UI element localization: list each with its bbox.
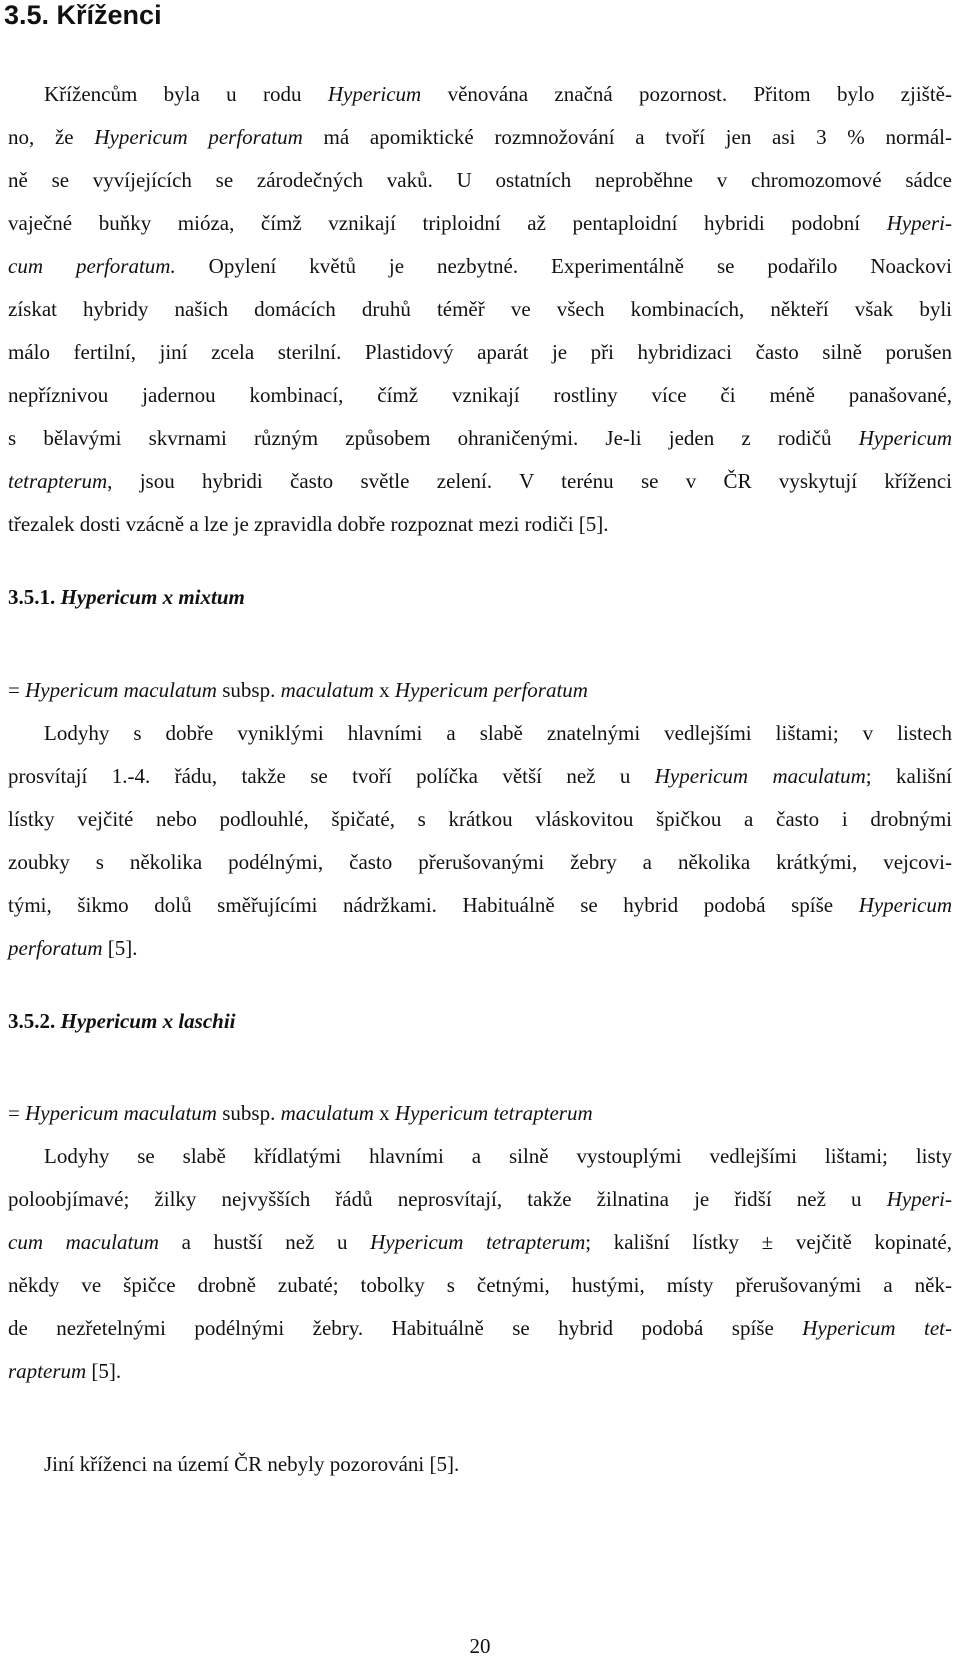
italic-term: Hypericum (858, 426, 952, 450)
mixtum-line: perforatum [5]. (8, 936, 138, 960)
laschii-line: = Hypericum maculatum subsp. maculatum x Hypericum tetrapterum (8, 1101, 593, 1125)
intro-line: tetrapterum, jsou hybridi často světle zelení. V terénu se v ČR vyskytují kříženci (8, 469, 952, 493)
intro-line: nepříznivou jadernou kombinací, čímž vznikají rostliny více či méně panašované, (8, 383, 952, 407)
subsection-title: Hypericum x mixtum (60, 585, 245, 609)
laschii-line: de nezřetelnými podélnými žebry. Habituálně se hybrid podobá spíše Hypericum tet- (8, 1316, 952, 1340)
italic-term: Hypericum perforatum (394, 678, 588, 702)
subsection-heading-mixtum (8, 581, 245, 613)
page-number: 20 (469, 1634, 491, 1658)
subsection-number: 3.5.1. (8, 585, 61, 609)
italic-term: Hypericum tetrapterum (394, 1101, 593, 1125)
mixtum-line: = Hypericum maculatum subsp. maculatum x Hypericum perforatum (8, 678, 588, 702)
section-heading: 3.5. Kříženci (4, 0, 162, 30)
laschii-line: poloobjímavé; žilky nejvyšších řádů neprosvítají, takže žilnatina je řidší než u Hyperi- (8, 1187, 952, 1211)
intro-line: získat hybridy našich domácích druhů téměř ve všech kombinacích, někteří však byli (8, 297, 952, 321)
intro-line: Křížencům byla u rodu Hypericum věnována značná pozornost. Přitom bylo zjiště- (44, 82, 952, 106)
intro-line: málo fertilní, jiní zcela sterilní. Plastidový aparát je při hybridizaci často silně porušen (8, 340, 952, 364)
italic-term: maculatum (280, 1101, 374, 1125)
italic-term: Hypericum maculatum (654, 764, 866, 788)
italic-term: rapterum (8, 1359, 87, 1383)
mixtum-line: lístky vejčité nebo podlouhlé, špičaté, s krátkou vláskovitou špičkou a často i drobnými (8, 807, 952, 831)
italic-term: tetrapterum (8, 469, 108, 493)
mixtum-line: Lodyhy s dobře vyniklými hlavními a slabě znatelnými vedlejšími lištami; v listech (44, 721, 952, 745)
italic-term: cum perforatum. (8, 254, 176, 278)
intro-line: cum perforatum. Opylení květů je nezbytné. Experimentálně se podařilo Noackovi (8, 254, 952, 278)
intro-line: vaječné buňky mióza, čímž vznikají triploidní až pentaploidní hybridi podobní Hyperi- (8, 211, 952, 235)
italic-term: perforatum (8, 936, 103, 960)
italic-term: Hypericum tet- (802, 1316, 952, 1340)
mixtum-line: prosvítají 1.-4. řádu, takže se tvoří políčka větší než u Hypericum maculatum; kališní (8, 764, 952, 788)
subsection-number: 3.5.2. (8, 1009, 61, 1033)
intro-line: ně se vyvíjejících se zárodečných vaků. U ostatních neproběhne v chromozomové sádce (8, 168, 952, 192)
italic-term: Hypericum maculatum (25, 678, 217, 702)
italic-term: cum maculatum (8, 1230, 159, 1254)
italic-term: Hypericum perforatum (94, 125, 303, 149)
italic-term: Hyperi- (886, 211, 952, 235)
italic-term: maculatum (280, 678, 374, 702)
italic-term: Hypericum tetrapterum (370, 1230, 586, 1254)
mixtum-line: zoubky s několika podélnými, často přerušovanými žebry a několika krátkými, vejcovi- (8, 850, 952, 874)
closing-sentence: Jiní kříženci na území ČR nebyly pozorováni [5]. (44, 1452, 460, 1476)
intro-line: s bělavými skvrnami různým způsobem ohraničenými. Je-li jeden z rodičů Hypericum (8, 426, 952, 450)
laschii-line: někdy ve špičce drobně zubaté; tobolky s četnými, hustými, místy přerušovanými a něk- (8, 1273, 952, 1297)
subsection-heading-laschii (8, 1005, 236, 1037)
subsection-title: Hypericum x laschii (60, 1009, 236, 1033)
laschii-line: rapterum [5]. (8, 1359, 122, 1383)
laschii-line: cum maculatum a hustší než u Hypericum tetrapterum; kališní lístky ± vejčitě kopinaté, (8, 1230, 953, 1254)
italic-term: Hyperi- (886, 1187, 952, 1211)
mixtum-line: tými, šikmo dolů směřujícími nádržkami. Habituálně se hybrid podobá spíše Hypericum (8, 893, 952, 917)
italic-term: Hypericum (327, 82, 422, 106)
italic-term: Hypericum maculatum (25, 1101, 217, 1125)
intro-line: no, že Hypericum perforatum má apomiktické rozmnožování a tvoří jen asi 3 % normál- (8, 125, 952, 149)
intro-line: třezalek dosti vzácně a lze je zpravidla dobře rozpoznat mezi rodiči [5]. (8, 512, 609, 536)
italic-term: Hypericum (858, 893, 952, 917)
laschii-line: Lodyhy se slabě křídlatými hlavními a silně vystouplými vedlejšími lištami; listy (44, 1144, 952, 1168)
